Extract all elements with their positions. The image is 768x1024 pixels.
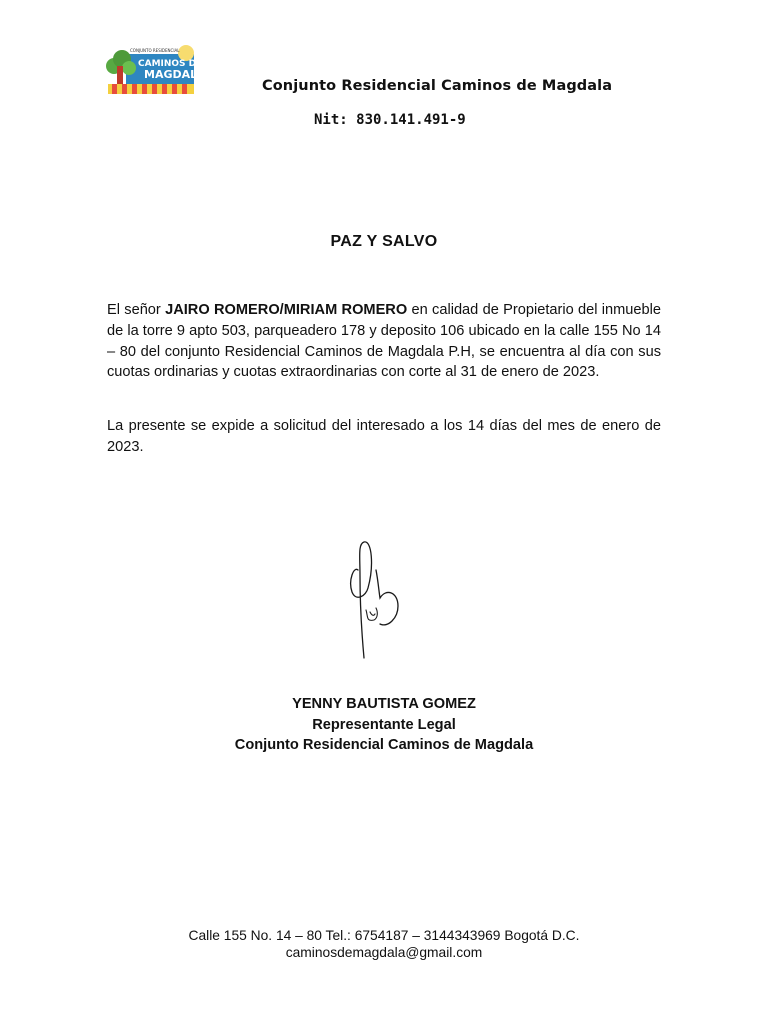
footer bbox=[0, 928, 768, 961]
document-title: PAZ Y SALVO bbox=[330, 233, 438, 250]
signer-organization: Conjunto Residencial Caminos de Magdala bbox=[234, 737, 534, 753]
footer-email: caminosdemagdala@gmail.com bbox=[285, 944, 483, 960]
signer-name: YENNY BAUTISTA GOMEZ bbox=[292, 696, 476, 712]
paragraph-rest: en calidad de Propietario del inmueble de la torre 9 apto 503, parqueadero 178 y deposito 106 ubicado en la calle 155 No 14 – 80 del conjunto Residencial Caminos de Magdala P.H, se encuentra al día con sus cuotas ordinarias y cuotas extraordinarias con corte al 31 de enero de 2023. bbox=[107, 302, 662, 381]
paragraph-prefix: El señor bbox=[107, 302, 166, 318]
signer-role: Representante Legal bbox=[312, 716, 456, 733]
logo-small-text: CONJUNTO RESIDENCIAL bbox=[130, 48, 180, 53]
body-paragraph-1 bbox=[107, 300, 661, 383]
footer-address: Calle 155 No. 14 – 80 Tel.: 6754187 – 3144343969 Bogotá D.C. bbox=[188, 928, 580, 943]
header-nit: Nit: 830.141.491-9 bbox=[314, 112, 466, 128]
logo-text-line1: CAMINOS DE bbox=[138, 59, 203, 69]
signer-block bbox=[0, 694, 768, 756]
owner-names: JAIRO ROMERO/MIRIAM ROMERO bbox=[165, 302, 408, 318]
header-organization-name: Conjunto Residencial Caminos de Magdala bbox=[262, 78, 613, 94]
body-paragraph-2: La presente se expide a solicitud del interesado a los 14 días del mes de enero de 2023. bbox=[107, 418, 661, 455]
handwritten-signature bbox=[330, 536, 410, 660]
logo-text-line2: MAGDALA bbox=[144, 68, 206, 81]
company-logo bbox=[104, 44, 206, 96]
